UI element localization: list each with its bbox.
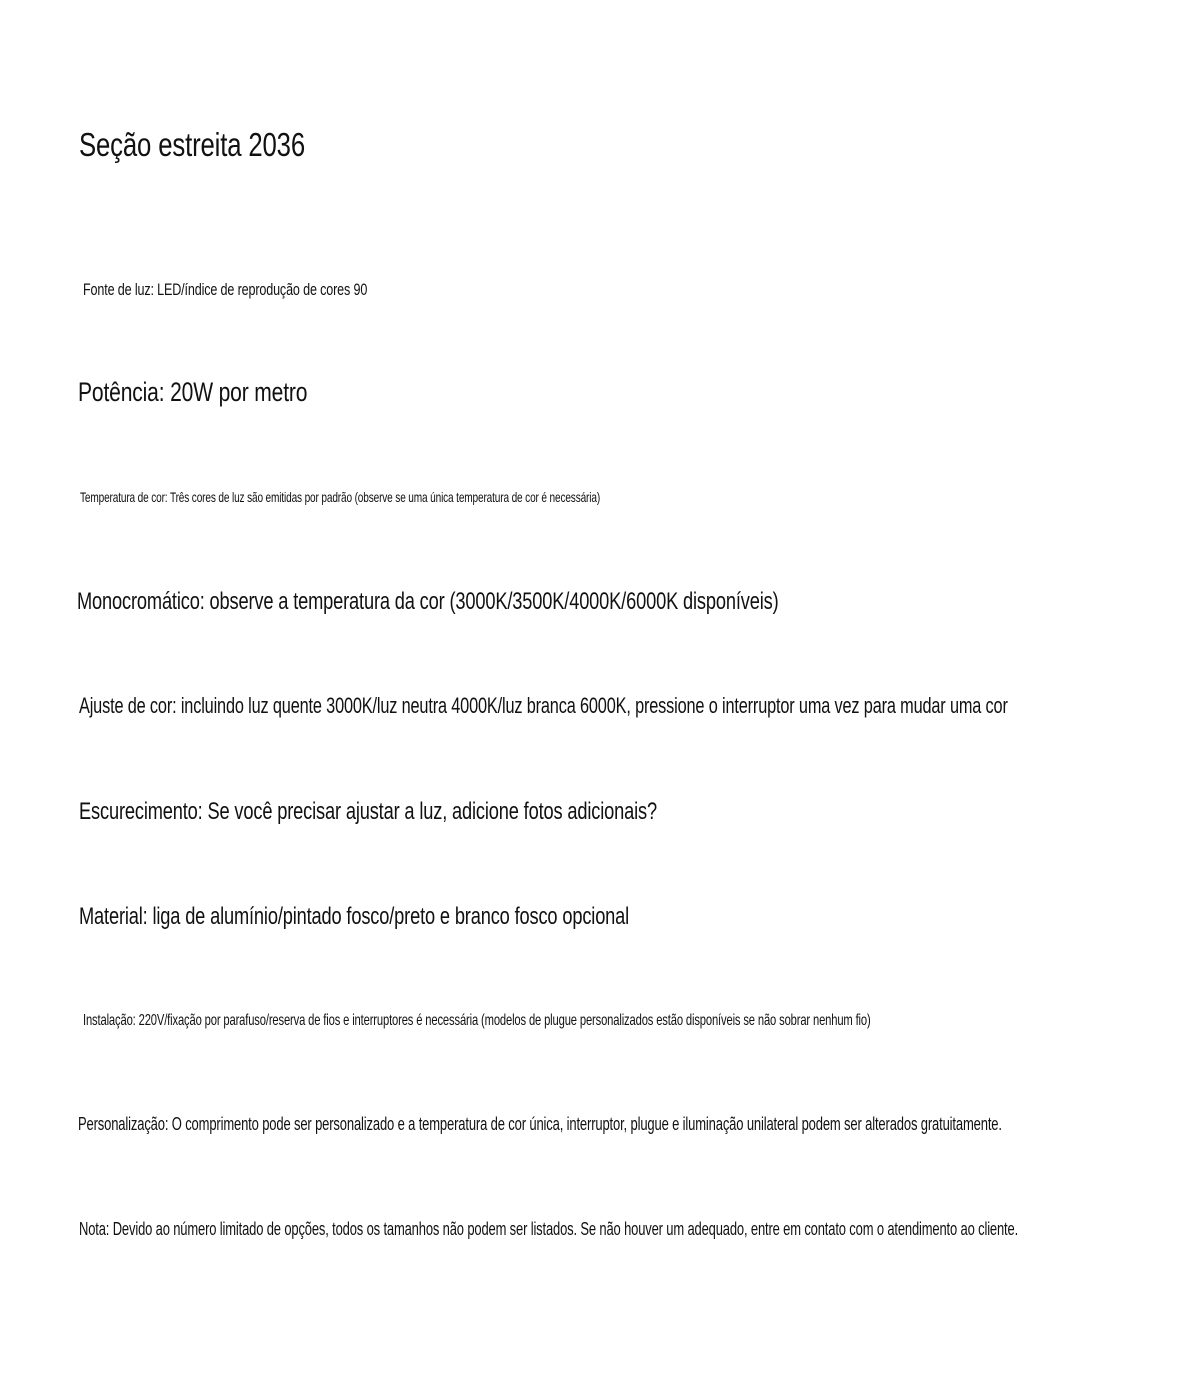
spec-monochromatic: Monocromático: observe a temperatura da cor (3000K/3500K/4000K/6000K disponíveis) bbox=[77, 588, 779, 615]
spec-light-source: Fonte de luz: LED/índice de reprodução de cores 90 bbox=[83, 280, 368, 299]
spec-color-adjustment: Ajuste de cor: incluindo luz quente 3000K/luz neutra 4000K/luz branca 6000K, pressione o interruptor uma vez para mudar uma cor bbox=[79, 693, 1008, 718]
spec-material: Material: liga de alumínio/pintado fosco/preto e branco fosco opcional bbox=[79, 903, 630, 930]
spec-customization: Personalização: O comprimento pode ser personalizado e a temperatura de cor única, interruptor, plugue e iluminação unilateral podem ser alterados gratuitamente. bbox=[78, 1114, 1002, 1134]
spec-color-temperature: Temperatura de cor: Três cores de luz são emitidas por padrão (observe se uma única temperatura de cor é necessária) bbox=[80, 489, 601, 505]
spec-installation: Instalação: 220V/fixação por parafuso/reserva de fios e interruptores é necessária (modelos de plugue personalizados estão disponíveis se não sobrar nenhum fio) bbox=[83, 1012, 871, 1029]
page-title: Seção estreita 2036 bbox=[79, 126, 306, 163]
spec-dimming: Escurecimento: Se você precisar ajustar a luz, adicione fotos adicionais? bbox=[79, 798, 657, 825]
spec-note: Nota: Devido ao número limitado de opções, todos os tamanhos não podem ser listados. Se não houver um adequado, entre em contato com o atendimento ao cliente. bbox=[79, 1219, 1019, 1239]
spec-power: Potência: 20W por metro bbox=[78, 377, 308, 407]
